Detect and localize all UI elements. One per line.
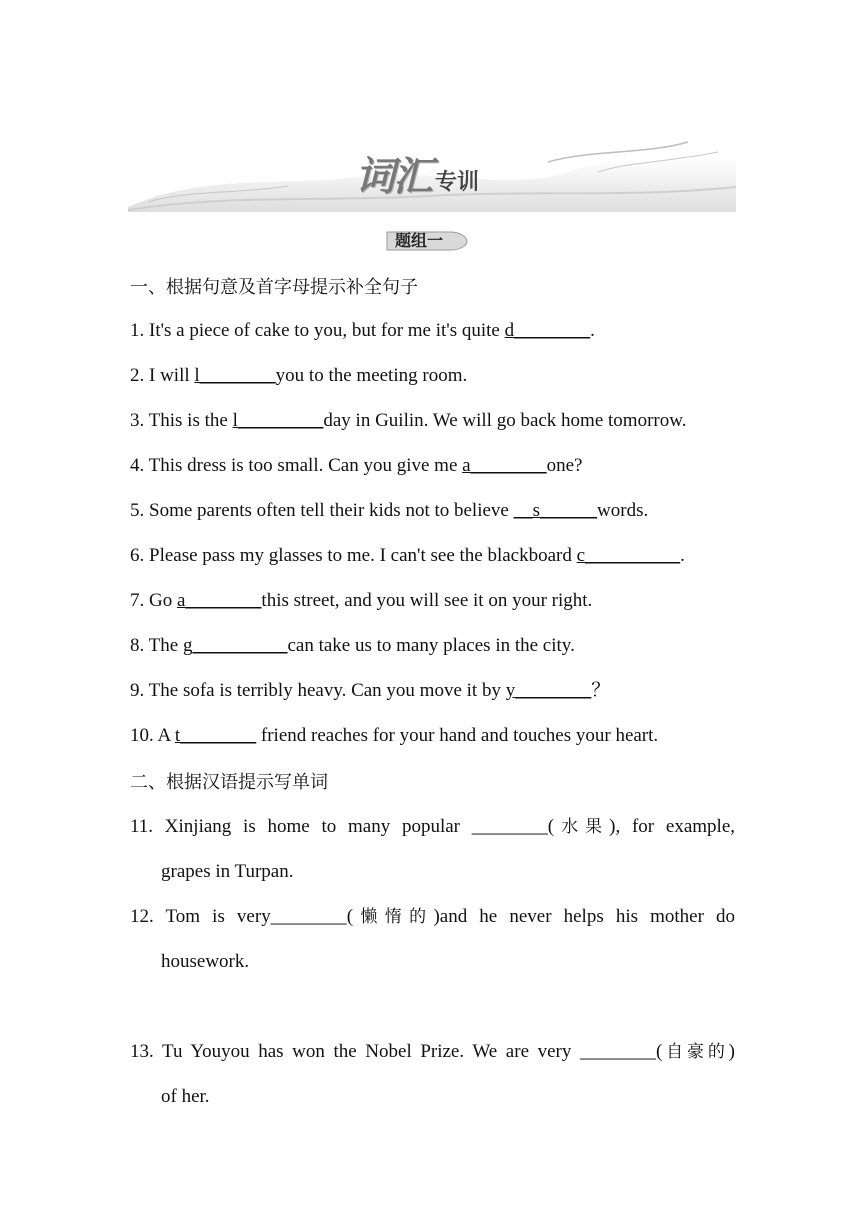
answer-blank[interactable]: l________	[194, 365, 276, 386]
question-text: 7. Go	[130, 590, 177, 611]
question-text: 10. A	[130, 725, 175, 746]
question-2: 2. I will l________you to the meeting room.	[130, 365, 468, 386]
banner-title-small: 专训	[435, 170, 480, 195]
question-3: 3. This is the l_________day in Guilin. We will go back home tomorrow.	[130, 410, 687, 431]
answer-blank[interactable]: a________	[462, 455, 547, 476]
question-13: 13. Tu Youyou has won the Nobel Prize. We are very ________(自豪的)	[130, 1041, 735, 1062]
question-text: 5. Some parents often tell their kids not to believe	[130, 500, 514, 521]
answer-blank[interactable]: __s______	[513, 500, 598, 521]
chinese-hint: 水果	[554, 817, 610, 837]
question-12-continuation: housework.	[161, 951, 250, 972]
question-text: 3. This is the	[130, 410, 233, 431]
question-1: 1. It's a piece of cake to you, but for me it's quite d________.	[130, 320, 595, 341]
answer-blank[interactable]: l_________	[232, 410, 324, 431]
answer-blank[interactable]: d________	[504, 320, 591, 341]
question-4: 4. This dress is too small. Can you give me a________one?	[130, 455, 583, 476]
question-5: 5. Some parents often tell their kids not to believe __s______words.	[130, 500, 649, 521]
answer-blank[interactable]: c__________	[576, 545, 681, 566]
question-text: 6. Please pass my glasses to me. I can't see the blackboard	[130, 545, 577, 566]
answer-blank[interactable]: a________	[176, 590, 262, 611]
banner-title	[355, 146, 479, 202]
question-text: 4. This dress is too small. Can you give me	[130, 455, 463, 476]
question-text: 1. It's a piece of cake to you, but for me it's quite	[130, 320, 505, 341]
question-9: 9. The sofa is terribly heavy. Can you move it by y________？	[130, 680, 611, 701]
answer-blank[interactable]: y________	[505, 680, 592, 701]
chinese-hint: 自豪的	[662, 1042, 729, 1062]
section1-heading: 一、根据句意及首字母提示补全句子	[130, 277, 418, 298]
question-10: 10. A t________ friend reaches for your hand and touches your heart.	[130, 725, 659, 746]
question-11: 11. Xinjiang is home to many popular ________(水果), for example,	[130, 816, 735, 837]
question-7: 7. Go a________this street, and you will see it on your right.	[130, 590, 593, 611]
chinese-hint: 懒惰的	[353, 907, 434, 927]
answer-blank[interactable]: g__________	[182, 635, 288, 656]
answer-blank[interactable]: t________	[174, 725, 257, 746]
question-12: 12. Tom is very________(懒惰的)and he never helps his mother do	[130, 906, 736, 927]
question-11-continuation: grapes in Turpan.	[161, 861, 294, 882]
question-6: 6. Please pass my glasses to me. I can't see the blackboard c__________.	[130, 545, 685, 566]
question-13-continuation: of her.	[161, 1086, 210, 1107]
section2-heading: 二、根据汉语提示写单词	[130, 772, 328, 793]
question-text: 8. The	[130, 635, 183, 656]
question-8: 8. The g__________can take us to many places in the city.	[130, 635, 575, 656]
banner-title-big: 词汇	[355, 153, 431, 200]
question-text: 9. The sofa is terribly heavy. Can you move it by	[130, 680, 506, 701]
group-badge: 题组一	[395, 231, 444, 250]
question-text: 2. I will	[130, 365, 195, 386]
